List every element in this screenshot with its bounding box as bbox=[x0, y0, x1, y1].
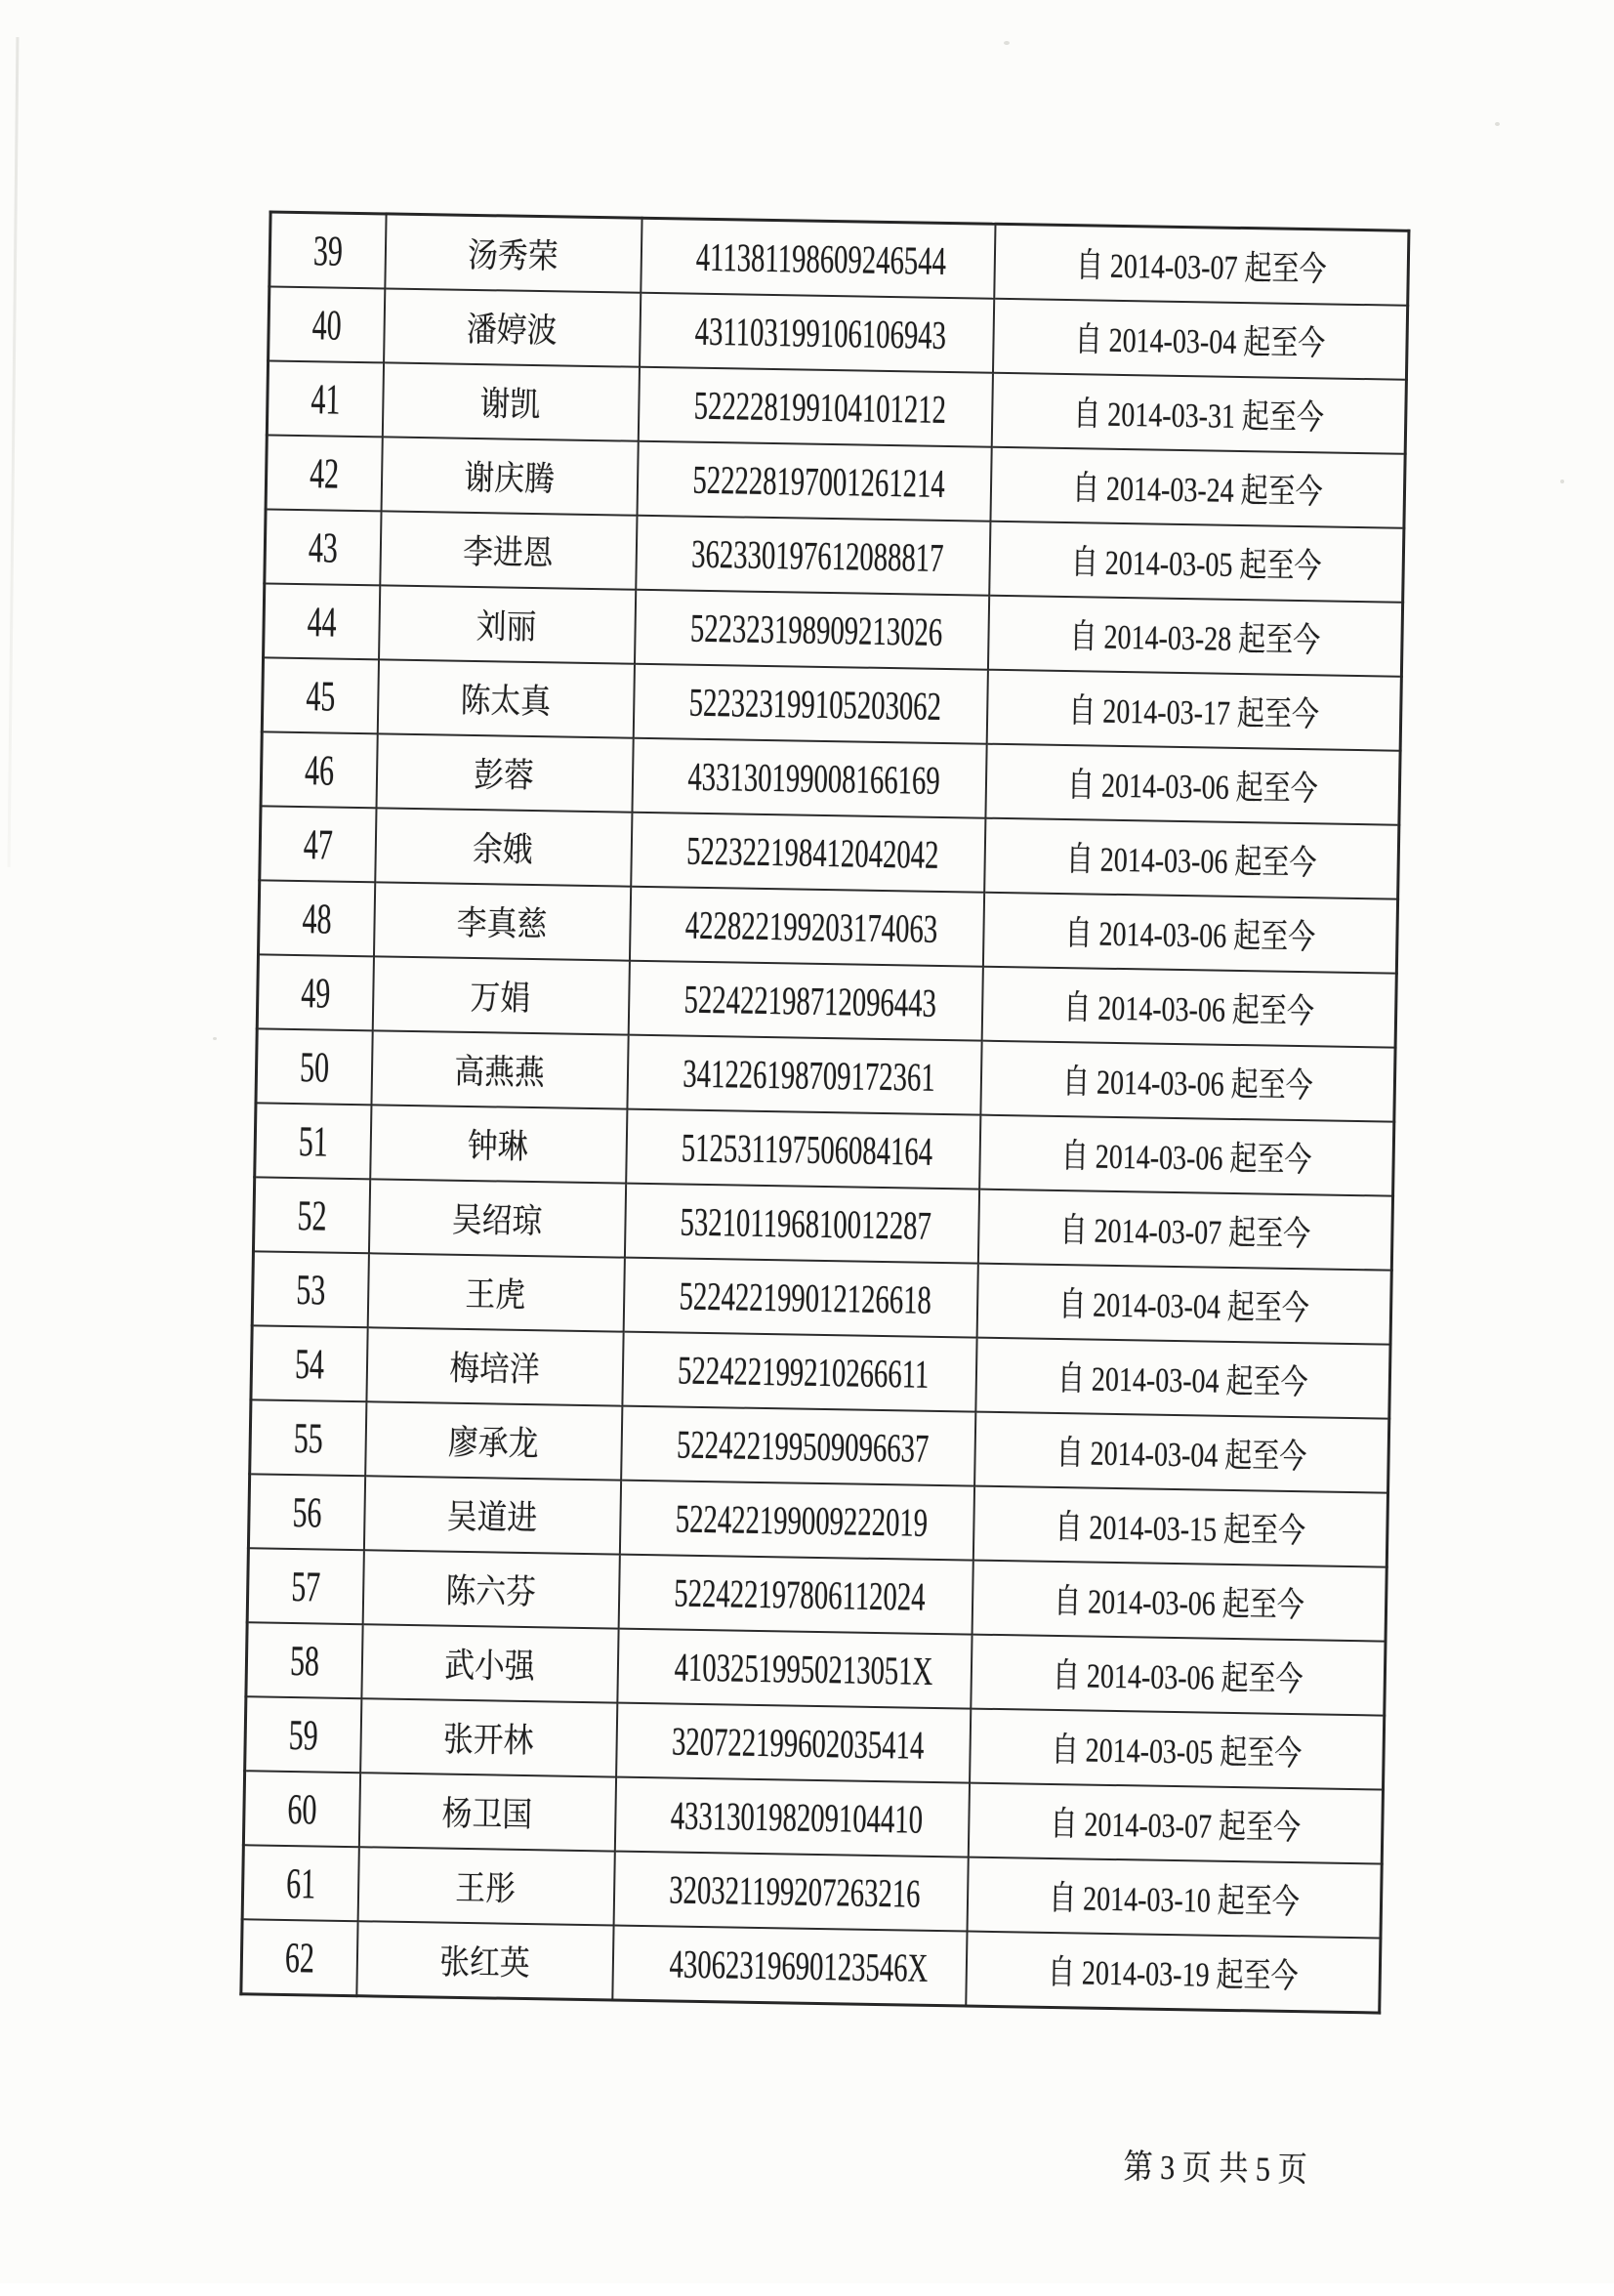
name-cell bbox=[381, 437, 638, 515]
period-text: 自 2014-03-06 起至今 bbox=[1065, 840, 1317, 883]
name-cell bbox=[361, 1624, 618, 1702]
id-number-text: 320321199207263216 bbox=[668, 1866, 921, 1916]
id-number-text: 41032519950213051X bbox=[673, 1644, 933, 1693]
person-name-text: 廖承龙 bbox=[447, 1423, 539, 1464]
id-number-text: 522323199105203062 bbox=[687, 679, 941, 729]
name-cell bbox=[365, 1401, 622, 1480]
person-name-text: 万娟 bbox=[470, 978, 531, 1018]
id-number-text: 320722199602035414 bbox=[671, 1718, 925, 1768]
period-text: 自 2014-03-05 起至今 bbox=[1070, 543, 1322, 586]
id-number-text: 362330197612088817 bbox=[690, 530, 944, 580]
period-text: 自 2014-03-07 起至今 bbox=[1075, 246, 1327, 289]
name-cell bbox=[367, 1253, 624, 1331]
person-name-text: 陈太真 bbox=[460, 681, 552, 722]
page-number-text: 第 3 页 共 5 页 bbox=[1123, 2148, 1307, 2190]
person-name-text: 余娥 bbox=[473, 830, 534, 870]
period-cell bbox=[976, 1264, 1391, 1345]
id-number-cell bbox=[626, 1109, 980, 1190]
period-cell bbox=[992, 299, 1407, 380]
row-number-cell bbox=[260, 806, 376, 882]
row-number-cell bbox=[266, 435, 382, 511]
name-cell bbox=[376, 733, 633, 812]
period-cell bbox=[974, 1412, 1389, 1493]
row-number-text: 56 bbox=[291, 1487, 322, 1537]
period-cell bbox=[989, 522, 1404, 603]
period-cell bbox=[966, 1932, 1381, 2014]
period-text: 自 2014-03-31 起至今 bbox=[1072, 395, 1325, 438]
period-cell bbox=[986, 670, 1401, 751]
row-number-text: 59 bbox=[288, 1710, 318, 1759]
row-number-text: 55 bbox=[293, 1413, 323, 1463]
period-cell bbox=[973, 1486, 1387, 1567]
row-number-text: 43 bbox=[308, 522, 339, 572]
row-number-cell bbox=[245, 1696, 361, 1773]
id-number-cell bbox=[614, 1777, 969, 1858]
row-number-cell bbox=[261, 731, 377, 808]
page-footer bbox=[1123, 2140, 1378, 2192]
period-text: 自 2014-03-06 起至今 bbox=[1062, 988, 1315, 1031]
row-number-text: 61 bbox=[285, 1858, 316, 1907]
person-name-text: 彭蓉 bbox=[474, 756, 535, 796]
period-text: 自 2014-03-06 起至今 bbox=[1060, 1137, 1312, 1180]
row-number-text: 44 bbox=[307, 597, 337, 647]
id-number-text: 522323198909213026 bbox=[689, 605, 943, 654]
id-number-cell bbox=[637, 441, 991, 522]
period-text: 自 2014-03-06 起至今 bbox=[1052, 1655, 1304, 1699]
name-cell bbox=[360, 1698, 617, 1776]
name-cell bbox=[357, 1847, 614, 1925]
roster-table bbox=[239, 210, 1410, 2014]
period-text: 自 2014-03-04 起至今 bbox=[1074, 320, 1326, 363]
period-text: 自 2014-03-04 起至今 bbox=[1056, 1358, 1308, 1402]
id-number-cell bbox=[629, 887, 983, 967]
period-text: 自 2014-03-05 起至今 bbox=[1051, 1730, 1303, 1774]
period-cell bbox=[980, 1041, 1395, 1122]
period-cell bbox=[967, 1858, 1382, 1939]
name-cell bbox=[370, 1105, 627, 1183]
row-number-cell bbox=[255, 1103, 371, 1179]
person-name-text: 钟琳 bbox=[468, 1126, 529, 1166]
period-text: 自 2014-03-28 起至今 bbox=[1069, 617, 1321, 660]
person-name-text: 王彤 bbox=[455, 1868, 517, 1908]
person-name-text: 汤秀荣 bbox=[467, 235, 559, 276]
name-cell bbox=[380, 511, 637, 589]
id-number-cell bbox=[627, 1035, 981, 1115]
id-number-text: 522322198412042042 bbox=[685, 827, 939, 877]
person-name-text: 刘丽 bbox=[476, 607, 538, 647]
id-number-cell bbox=[641, 218, 995, 298]
name-cell bbox=[371, 1030, 628, 1108]
name-cell bbox=[377, 659, 634, 737]
period-cell bbox=[982, 893, 1397, 974]
row-number-cell bbox=[243, 1771, 359, 1847]
period-cell bbox=[984, 818, 1399, 899]
id-number-text: 522422197806112024 bbox=[673, 1569, 926, 1619]
name-cell bbox=[372, 956, 629, 1034]
person-name-text: 李真慈 bbox=[456, 903, 548, 944]
row-number-text: 46 bbox=[304, 745, 335, 795]
period-cell bbox=[990, 447, 1405, 528]
person-name-text: 王虎 bbox=[465, 1274, 526, 1315]
id-number-cell bbox=[621, 1406, 975, 1486]
row-number-text: 57 bbox=[290, 1562, 321, 1611]
row-number-text: 39 bbox=[312, 226, 344, 275]
id-number-cell bbox=[632, 738, 986, 818]
row-number-cell bbox=[257, 954, 373, 1030]
id-number-cell bbox=[638, 367, 992, 447]
id-number-cell bbox=[628, 961, 982, 1041]
period-text: 自 2014-03-19 起至今 bbox=[1047, 1952, 1299, 1996]
period-cell bbox=[991, 373, 1406, 454]
row-number-cell bbox=[250, 1399, 366, 1476]
id-number-text: 433130199008166169 bbox=[686, 753, 940, 803]
name-cell bbox=[366, 1327, 623, 1405]
period-text: 自 2014-03-06 起至今 bbox=[1053, 1581, 1304, 1625]
id-number-text: 522422199509096637 bbox=[676, 1421, 930, 1471]
name-cell bbox=[379, 585, 636, 663]
person-name-text: 吴绍琼 bbox=[451, 1200, 543, 1241]
row-number-cell bbox=[262, 657, 378, 733]
row-number-text: 51 bbox=[298, 1116, 328, 1166]
row-number-cell bbox=[267, 360, 383, 437]
id-number-text: 522422199009222019 bbox=[674, 1495, 928, 1545]
id-number-text: 512531197506084164 bbox=[681, 1124, 932, 1174]
id-number-text: 411381198609246544 bbox=[694, 233, 946, 283]
id-number-text: 522422198712096443 bbox=[683, 976, 936, 1025]
row-number-text: 47 bbox=[303, 819, 333, 869]
row-number-cell bbox=[252, 1251, 368, 1327]
id-number-text: 522422199012126618 bbox=[678, 1273, 931, 1322]
roster-table-body bbox=[241, 212, 1409, 2013]
id-number-cell bbox=[613, 1852, 968, 1932]
person-name-text: 谢凯 bbox=[479, 385, 541, 425]
period-text: 自 2014-03-04 起至今 bbox=[1055, 1433, 1307, 1477]
row-number-cell bbox=[269, 212, 386, 288]
id-number-cell bbox=[619, 1481, 973, 1561]
period-cell bbox=[979, 1115, 1394, 1196]
id-number-cell bbox=[631, 813, 985, 893]
name-cell bbox=[384, 288, 641, 366]
name-cell bbox=[382, 362, 639, 440]
row-number-cell bbox=[251, 1325, 367, 1401]
row-number-text: 62 bbox=[284, 1933, 315, 1982]
period-text: 自 2014-03-07 起至今 bbox=[1049, 1804, 1302, 1848]
row-number-cell bbox=[248, 1474, 364, 1550]
id-number-text: 532101196810012287 bbox=[679, 1198, 931, 1248]
person-name-text: 张红英 bbox=[438, 1942, 530, 1983]
row-number-text: 49 bbox=[300, 968, 331, 1018]
person-name-text: 张开林 bbox=[442, 1720, 534, 1761]
row-number-text: 52 bbox=[296, 1190, 327, 1240]
row-number-cell bbox=[265, 509, 381, 585]
row-number-cell bbox=[241, 1919, 357, 1995]
name-cell bbox=[362, 1550, 619, 1628]
row-number-cell bbox=[247, 1548, 363, 1624]
name-cell bbox=[356, 1921, 613, 2000]
id-number-cell bbox=[636, 516, 990, 596]
row-number-text: 53 bbox=[295, 1265, 326, 1315]
row-number-cell bbox=[264, 583, 380, 659]
id-number-text: 522228199104101212 bbox=[692, 382, 946, 432]
row-number-text: 41 bbox=[310, 374, 341, 424]
period-cell bbox=[994, 224, 1409, 306]
name-cell bbox=[385, 214, 641, 293]
name-cell bbox=[375, 808, 632, 886]
id-number-cell bbox=[624, 1184, 978, 1264]
person-name-text: 谢庆腾 bbox=[464, 458, 556, 499]
id-number-cell bbox=[618, 1555, 973, 1635]
period-text: 自 2014-03-10 起至今 bbox=[1048, 1878, 1300, 1922]
id-number-cell bbox=[617, 1629, 972, 1709]
row-number-cell bbox=[269, 286, 385, 362]
period-text: 自 2014-03-06 起至今 bbox=[1061, 1063, 1313, 1106]
id-number-text: 43062319690123546X bbox=[668, 1941, 929, 1990]
id-number-text: 422822199203174063 bbox=[684, 901, 938, 951]
person-name-text: 李进恩 bbox=[462, 532, 554, 573]
period-cell bbox=[981, 967, 1396, 1048]
row-number-text: 45 bbox=[305, 671, 336, 721]
row-number-text: 40 bbox=[311, 300, 342, 350]
name-cell bbox=[363, 1476, 620, 1554]
person-name-text: 吴道进 bbox=[446, 1497, 538, 1538]
period-text: 自 2014-03-07 起至今 bbox=[1059, 1211, 1311, 1254]
name-cell bbox=[368, 1179, 625, 1257]
id-number-cell bbox=[634, 590, 988, 670]
period-text: 自 2014-03-04 起至今 bbox=[1057, 1285, 1310, 1328]
row-number-text: 54 bbox=[294, 1339, 325, 1389]
row-number-text: 42 bbox=[309, 448, 340, 498]
id-number-text: 431103199106106943 bbox=[693, 308, 946, 357]
period-cell bbox=[977, 1190, 1392, 1271]
row-number-cell bbox=[246, 1622, 362, 1698]
row-number-cell bbox=[253, 1177, 369, 1253]
row-number-text: 58 bbox=[289, 1636, 320, 1685]
id-number-cell bbox=[640, 293, 994, 373]
period-cell bbox=[972, 1561, 1386, 1642]
period-cell bbox=[968, 1783, 1383, 1864]
name-cell bbox=[358, 1773, 615, 1851]
person-name-text: 武小强 bbox=[443, 1646, 535, 1687]
period-cell bbox=[975, 1338, 1390, 1419]
period-text: 自 2014-03-24 起至今 bbox=[1071, 469, 1323, 512]
id-number-cell bbox=[612, 1926, 967, 2006]
person-name-text: 潘婷波 bbox=[466, 310, 558, 351]
id-number-cell bbox=[623, 1258, 977, 1338]
period-text: 自 2014-03-06 起至今 bbox=[1064, 914, 1316, 957]
person-name-text: 陈六芬 bbox=[445, 1571, 537, 1612]
id-number-cell bbox=[633, 664, 987, 744]
person-name-text: 杨卫国 bbox=[441, 1794, 533, 1835]
period-cell bbox=[985, 744, 1400, 825]
period-text: 自 2014-03-17 起至今 bbox=[1067, 691, 1320, 734]
id-number-cell bbox=[622, 1332, 976, 1412]
period-cell bbox=[987, 596, 1402, 677]
period-text: 自 2014-03-15 起至今 bbox=[1054, 1507, 1306, 1551]
row-number-cell bbox=[258, 880, 374, 956]
period-text: 自 2014-03-06 起至今 bbox=[1066, 766, 1318, 809]
id-number-cell bbox=[616, 1703, 971, 1783]
row-number-cell bbox=[256, 1028, 372, 1105]
name-cell bbox=[373, 882, 630, 960]
row-number-text: 60 bbox=[286, 1784, 317, 1833]
row-number-cell bbox=[242, 1845, 358, 1921]
id-number-text: 522228197001261214 bbox=[691, 456, 945, 506]
id-number-text: 341226198709172361 bbox=[682, 1050, 935, 1100]
person-name-text: 高燕燕 bbox=[454, 1052, 546, 1093]
row-number-text: 48 bbox=[302, 894, 332, 943]
row-number-text: 50 bbox=[299, 1042, 330, 1092]
period-cell bbox=[970, 1709, 1385, 1790]
id-number-text: 433130198209104410 bbox=[669, 1792, 923, 1842]
period-cell bbox=[971, 1635, 1386, 1716]
id-number-text: 522422199210266611 bbox=[677, 1347, 930, 1397]
person-name-text: 梅培洋 bbox=[448, 1349, 541, 1390]
